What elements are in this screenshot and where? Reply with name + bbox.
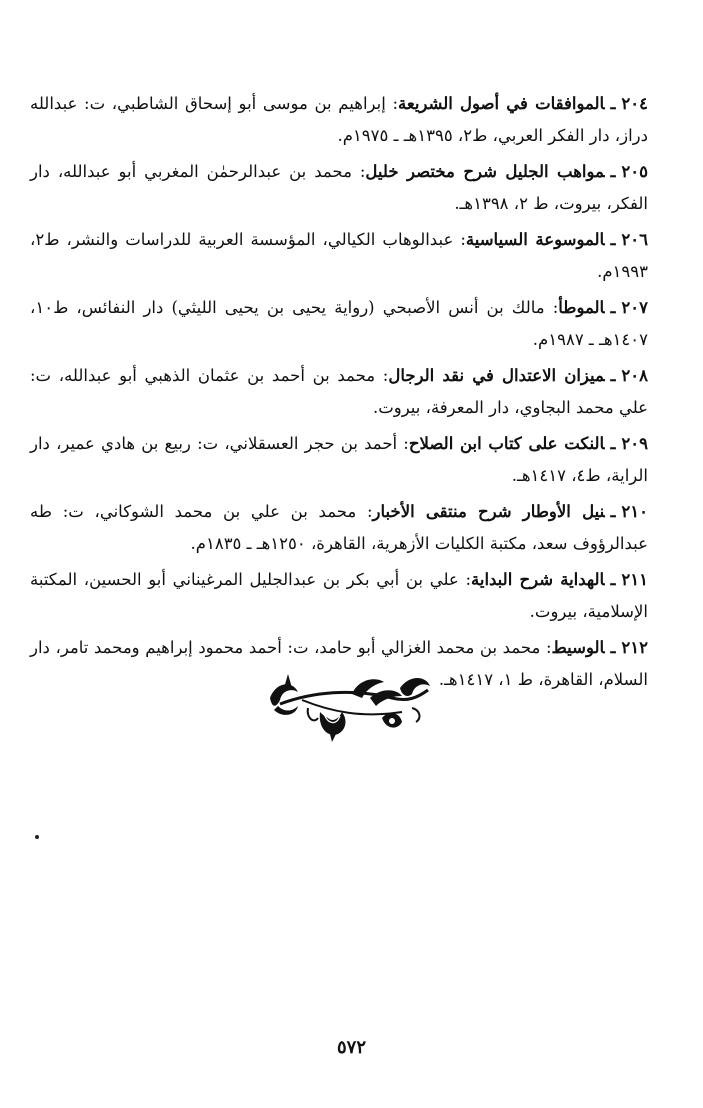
- entry-text: : إبراهيم بن موسى أبو إسحاق الشاطبي، ت: عبدالله دراز، دار الفكر العربي، ط٢، ١٣٩٥هـ ـ ١٩٧٥م.: [30, 94, 648, 145]
- entry-text: : مالك بن أنس الأصبحي (رواية يحيى بن يحيى الليثي) دار النفائس، ط١٠، ١٤٠٧هـ ـ ١٩٨٧م.: [30, 298, 648, 349]
- entry-dash: ـ: [610, 162, 616, 181]
- entry-number: ٢٠٩: [621, 434, 648, 453]
- entry-number: ٢٠٥: [621, 162, 648, 181]
- entry-dash: ـ: [610, 434, 616, 453]
- entry-dash: ـ: [610, 638, 616, 657]
- entry-text: : أحمد بن حجر العسقلاني، ت: ربيع بن هادي عمير، دار الراية، ط٤، ١٤١٧هـ.: [30, 434, 648, 485]
- entry-number: ٢٠٤: [621, 94, 648, 113]
- bibliography-entry: [30, 564, 648, 628]
- entry-title: ميزان الاعتدال في نقد الرجال: [388, 366, 605, 385]
- entry-dash: ـ: [610, 94, 616, 113]
- entry-title: الموطأ: [558, 298, 605, 317]
- entry-number: ٢٠٨: [621, 366, 648, 385]
- entry-text: : محمد بن علي بن محمد الشوكاني، ت: طه عبدالرؤوف سعد، مكتبة الكليات الأزهرية، القاهرة، ١٢٥٠هـ ـ ١٨٣٥م.: [30, 502, 648, 553]
- bibliography-entry: [30, 292, 648, 356]
- entry-title: الوسيط: [551, 638, 605, 657]
- entry-number: ٢١٠: [621, 502, 648, 521]
- bibliography-entry: [30, 156, 648, 220]
- stray-mark: [35, 835, 39, 839]
- bibliography-entry: [30, 360, 648, 424]
- bibliography-entry: [30, 496, 648, 560]
- entry-title: الموسوعة السياسية: [465, 230, 605, 249]
- entry-number: ٢١١: [621, 570, 648, 589]
- page-number: ٥٧٢: [336, 1037, 366, 1058]
- floral-ornament-icon: [262, 668, 432, 744]
- bibliography-list: [30, 88, 648, 700]
- bibliography-entry: [30, 88, 648, 152]
- entry-dash: ـ: [610, 230, 616, 249]
- entry-text: : محمد بن عبدالرحمٰن المغربي أبو عبدالله، دار الفكر، بيروت، ط ٢، ١٣٩٨هـ.: [30, 162, 648, 213]
- entry-title: النكت على كتاب ابن الصلاح: [408, 434, 605, 453]
- entry-text: : عبدالوهاب الكيالي، المؤسسة العربية للدراسات والنشر، ط٢، ١٩٩٣م.: [30, 230, 648, 281]
- bibliography-entry: [30, 428, 648, 492]
- entry-text: : علي بن أبي بكر بن عبدالجليل المرغيناني أبو الحسين، المكتبة الإسلامية، بيروت.: [30, 570, 648, 621]
- entry-number: ٢١٢: [621, 638, 648, 657]
- entry-text: : محمد بن محمد الغزالي أبو حامد، ت: أحمد محمود إبراهيم ومحمد تامر، دار السلام، القاهرة، ط ١، ١٤١٧هـ.: [30, 638, 648, 689]
- entry-number: ٢٠٦: [621, 230, 648, 249]
- entry-dash: ـ: [610, 298, 616, 317]
- entry-title: نيل الأوطار شرح منتقى الأخبار: [372, 502, 605, 521]
- entry-title: مواهب الجليل شرح مختصر خليل: [365, 162, 605, 181]
- bibliography-entry: [30, 224, 648, 288]
- entry-title: الهداية شرح البداية: [471, 570, 605, 589]
- entry-dash: ـ: [610, 366, 616, 385]
- entry-title: الموافقات في أصول الشريعة: [398, 94, 605, 113]
- entry-dash: ـ: [610, 570, 616, 589]
- entry-number: ٢٠٧: [621, 298, 648, 317]
- entry-text: : محمد بن أحمد بن عثمان الذهبي أبو عبدالله، ت: علي محمد البجاوي، دار المعرفة، بيروت.: [30, 366, 648, 417]
- entry-dash: ـ: [610, 502, 616, 521]
